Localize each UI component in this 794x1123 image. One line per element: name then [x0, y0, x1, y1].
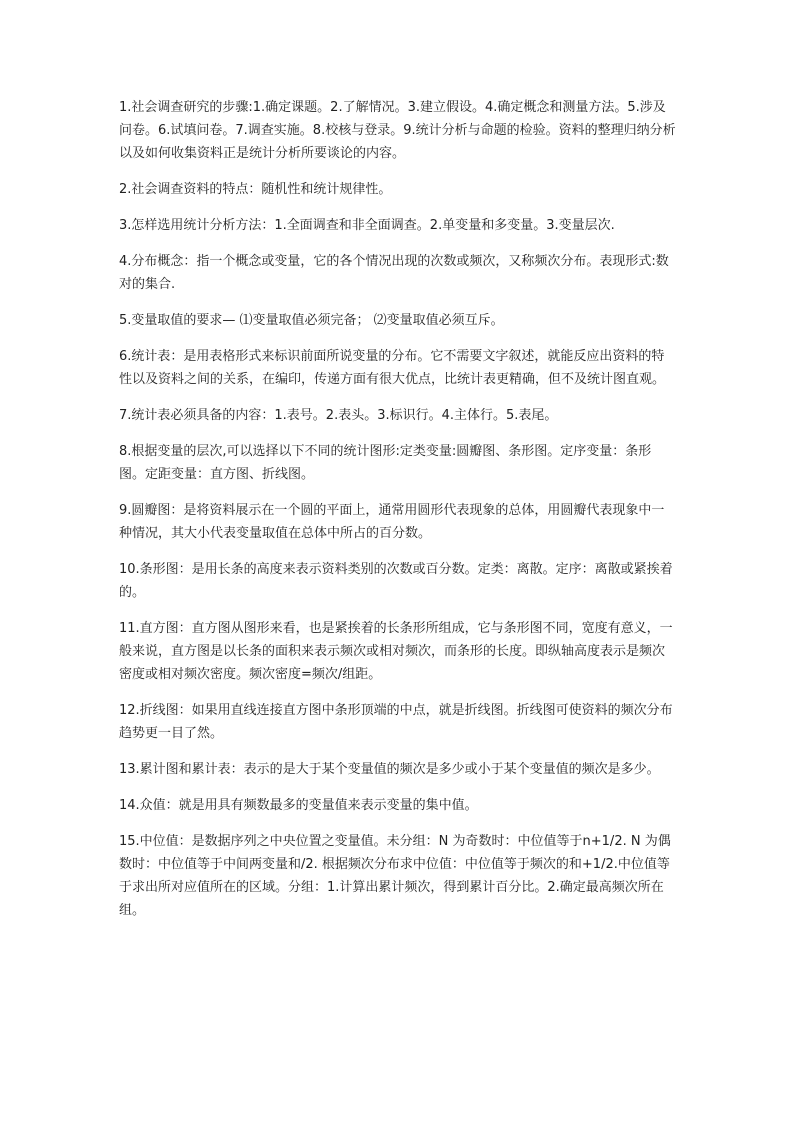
paragraph-statistical-table: 6.统计表：是用表格形式来标识前面所说变量的分布。它不需要文字叙述，就能反应出资料的特性以及资料之间的关系，在编印，传递方面有很大优点，比统计表更精确，但不及统计图直观。 — [119, 349, 666, 387]
paragraph-chart-selection: 8.根据变量的层次,可以选择以下不同的统计图形:定类变量:圆瓣图、条形图。定序变量：条形图。定距变量：直方图、折线图。 — [119, 444, 652, 482]
paragraph-table-contents: 7.统计表必须具备的内容：1.表号。2.表头。3.标识行。4.主体行。5.表尾。 — [119, 408, 558, 423]
paragraph-histogram: 11.直方图：直方图从图形来看，也是紧挨着的长条形所组成，它与条形图不同，宽度有意义，一般来说，直方图是以长条的面积来表示频次或相对频次，而条形的长度。即纵轴高度表示是频次密度或相对频次密度。频次密度=频次/组距。 — [119, 621, 673, 682]
paragraph-mode: 14.众值：就是用具有频数最多的变量值来表示变量的集中值。 — [119, 798, 478, 813]
paragraph-median: 15.中位值：是数据序列之中央位置之变量值。未分组：N 为奇数时：中位值等于n+1/2. N 为偶数时：中位值等于中间两变量和/2. 根据频次分布求中位值：中位值等于频次的和+1/2.中位值等于求出所对应值所在的区域。分组：1.计算出累计频次，得到累计百分比。2.确定最高频次所在组。 — [119, 834, 671, 918]
paragraph-pie-chart: 9.圆瓣图：是将资料展示在一个圆的平面上，通常用圆形代表现象的总体，用圆瓣代表现象中一种情况，其大小代表变量取值在总体中所占的百分数。 — [119, 503, 665, 541]
paragraph-method-selection: 3.怎样选用统计分析方法：1.全面调查和非全面调查。2.单变量和多变量。3.变量层次. — [119, 218, 615, 233]
paragraph-variable-requirements: 5.变量取值的要求— ⑴变量取值必须完备； ⑵变量取值必须互斥。 — [119, 313, 504, 328]
document-page — [119, 96, 676, 935]
paragraph-steps: 1.社会调查研究的步骤:1.确定课题。2.了解情况。3.建立假设。4.确定概念和测量方法。5.涉及问卷。6.试填问卷。7.调查实施。8.校核与登录。9.统计分析与命题的检验。资料的整理归纳分析以及如何收集资料正是统计分析所要谈论的内容。 — [119, 100, 676, 161]
paragraph-line-chart: 12.折线图：如果用直线连接直方图中条形顶端的中点，就是折线图。折线图可使资料的频次分布趋势更一目了然。 — [119, 703, 673, 741]
paragraph-distribution-concept: 4.分布概念：指一个概念或变量，它的各个情况出现的次数或频次，又称频次分布。表现形式:数对的集合. — [119, 254, 669, 292]
paragraph-bar-chart: 10.条形图：是用长条的高度来表示资料类别的次数或百分数。定类：离散。定序：离散或紧挨着的。 — [119, 562, 673, 600]
paragraph-data-features: 2.社会调查资料的特点：随机性和统计规律性。 — [119, 182, 392, 197]
paragraph-cumulative: 13.累计图和累计表：表示的是大于某个变量值的频次是多少或小于某个变量值的频次是多少。 — [119, 762, 660, 777]
